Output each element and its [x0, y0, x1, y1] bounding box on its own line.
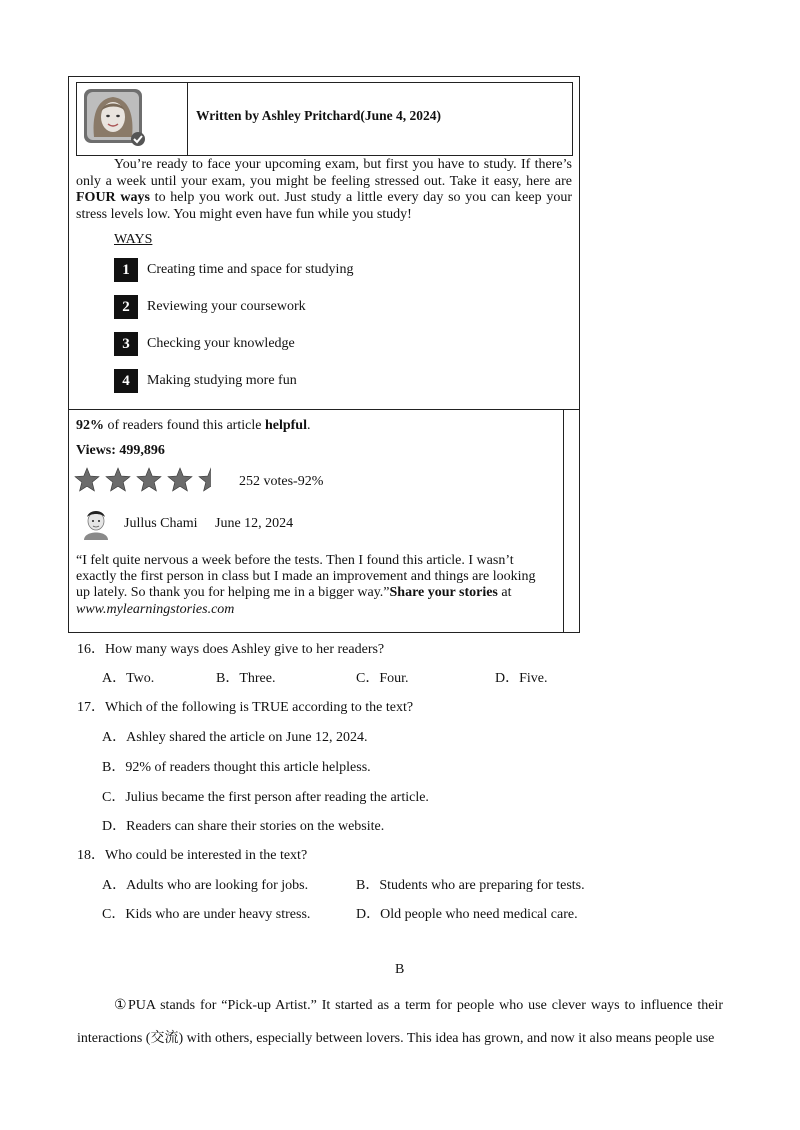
option: A．Two. — [102, 671, 155, 686]
option: C．Four. — [356, 671, 409, 686]
helpful-period: . — [306, 418, 311, 433]
article-byline: Written by Ashley Pritchard(June 4, 2024) — [196, 108, 441, 123]
author-avatar — [82, 87, 152, 149]
star-icon — [198, 467, 224, 493]
way-item — [114, 295, 306, 319]
option: D．Readers can share their stories on the website. — [102, 819, 385, 834]
option: B．Students who are preparing for tests. — [356, 878, 585, 893]
way-item — [114, 332, 295, 356]
option: B．92% of readers thought this article helpless. — [102, 760, 371, 775]
star-icon — [167, 467, 193, 493]
way-text: Making studying more fun — [147, 373, 297, 388]
comment-text: “I felt quite nervous a week before the tests. Then I found this article. I wasn’t exactly the first person in class but I made an improvement and things are looking up lately. So thank you for helping me in a bigger way.” — [76, 553, 536, 601]
website-link[interactable]: www.mylearningstories.com — [76, 601, 235, 617]
way-item — [114, 369, 297, 393]
question-17: 17．Which of the following is TRUE according to the text? — [77, 700, 414, 715]
commenter-avatar — [76, 506, 116, 540]
scrollbar-track — [563, 409, 564, 633]
number-badge-icon: 2 — [114, 295, 138, 319]
intro-emphasis: FOUR ways — [76, 190, 150, 205]
section-heading: B — [395, 962, 405, 977]
number-badge-icon: 3 — [114, 332, 138, 356]
option: C．Kids who are under heavy stress. — [102, 907, 311, 922]
share-stories-text: Share your stories — [389, 585, 498, 601]
option: C．Julius became the first person after reading the article. — [102, 790, 429, 805]
number-badge-icon: 4 — [114, 369, 138, 393]
option: A．Adults who are looking for jobs. — [102, 878, 309, 893]
helpful-percent: 92% — [76, 418, 104, 433]
option: A．Ashley shared the article on June 12, 2024. — [102, 730, 368, 745]
helpful-stat — [76, 418, 310, 434]
star-icon — [136, 467, 162, 493]
helpful-text: of readers found this article — [104, 418, 265, 433]
helpful-word: helpful — [264, 418, 307, 433]
option: D．Old people who need medical care. — [356, 907, 578, 922]
intro-text: You’re ready to face your upcoming exam, but first you have to study. If there’s only a week until your exam, you might be feeling stressed out. Take it easy, here are — [76, 157, 572, 189]
votes-count: 252 votes-92% — [239, 474, 324, 489]
way-text: Checking your knowledge — [147, 336, 295, 351]
way-text: Reviewing your coursework — [147, 299, 306, 314]
star-rating — [74, 467, 224, 493]
question-16: 16．How many ways does Ashley give to her readers? — [77, 642, 385, 657]
section-paragraph: ①PUA stands for “Pick-up Artist.” It started as a term for people who use clever ways to influence their interactions (交流) with others, especially between lovers. This idea has grown, and now it also means people use — [77, 998, 723, 1046]
star-icon — [74, 467, 100, 493]
way-item — [114, 258, 353, 282]
question-18: 18．Who could be interested in the text? — [77, 848, 308, 863]
author-avatar-cell — [76, 82, 188, 156]
ways-title: WAYS — [114, 232, 153, 247]
views-count: Views: 499,896 — [76, 443, 165, 458]
section-divider — [68, 409, 580, 410]
star-icon — [105, 467, 131, 493]
comment-date: June 12, 2024 — [215, 516, 294, 531]
option: B．Three. — [216, 671, 276, 686]
share-at-text: at — [497, 585, 512, 601]
intro-text-end: to help you work out. Just study a little every day so you can keep your stress levels low. You might even have fun while you study! — [76, 190, 572, 222]
article-intro — [76, 157, 572, 223]
option: D．Five. — [495, 671, 548, 686]
number-badge-icon: 1 — [114, 258, 138, 282]
commenter-name: Jullus Chami — [124, 516, 198, 531]
reader-comment — [76, 553, 552, 618]
way-text: Creating time and space for studying — [147, 262, 354, 277]
